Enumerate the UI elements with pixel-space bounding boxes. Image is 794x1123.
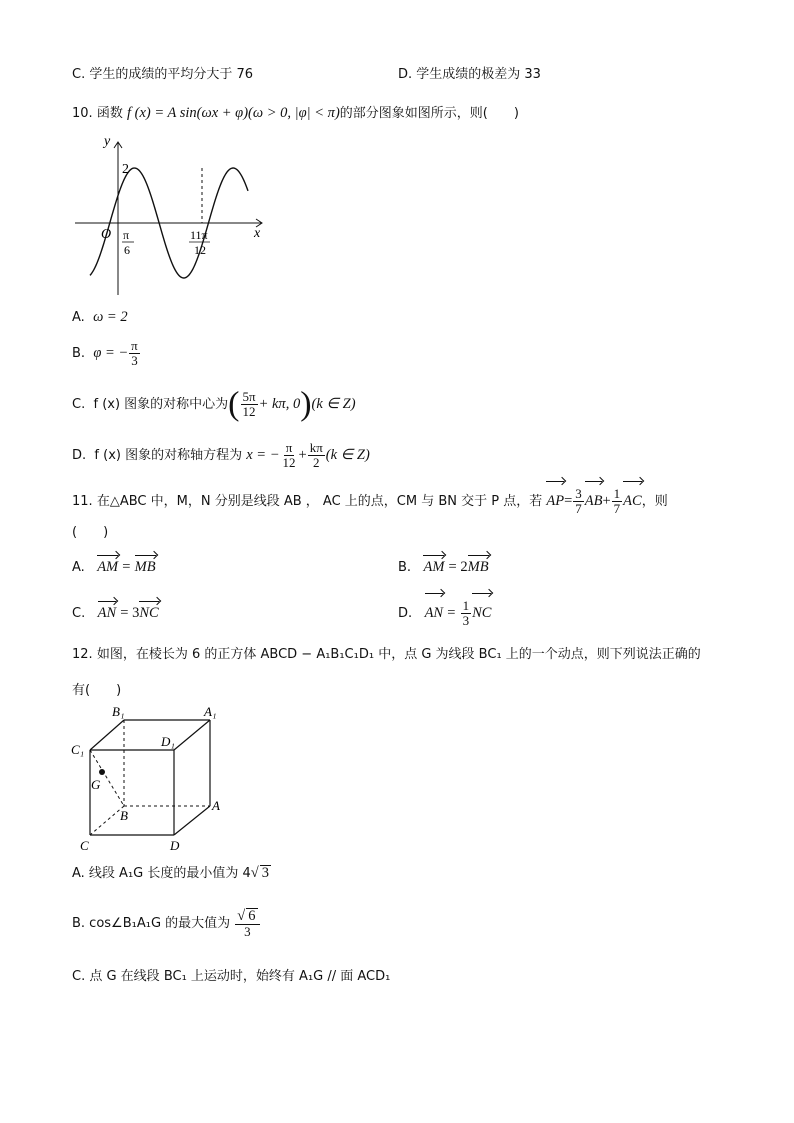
label-d1: D₁ [161,734,175,749]
label-b: B [120,808,128,823]
q10-sine-graph [70,130,270,300]
q12-option-a-text: A. 线段 A₁G 长度的最小值为 4 [72,866,251,881]
vector-mb: MB [134,559,156,575]
vector-nc: NC [472,596,491,630]
option-d-label: D. [398,606,413,621]
option-c-label: C. [72,397,86,412]
max-value-label: 2 [122,162,129,177]
q11-option-c [72,604,159,623]
q11-paren: ( ) [72,525,109,540]
q11-stem [72,484,668,519]
q12-cube-figure [70,702,240,854]
q10-option-a [72,308,128,327]
label-a1: A₁ [204,704,217,719]
q11-stem-end: ，则 [641,494,668,509]
q12-stem-line2: 有( ) [72,683,122,698]
coef: = 2 [448,559,468,575]
option-d-x: x = − [246,447,280,463]
label-g: G [91,777,101,792]
q10-stem [72,104,519,123]
vector-an: AN [425,596,444,630]
option-c-condition: (k ∈ Z) [311,396,356,412]
label-c1: C₁ [71,742,85,757]
coef-1-7: $\frac{1}{7}$ [613,486,621,516]
coef-1-3: $\frac{1}{3}$ [462,598,470,628]
y-axis-label: y [104,134,111,149]
q12-stem-text: 如图，在棱长为 6 的正方体 ABCD − A₁B₁C₁D₁ 中，点 G 为线段 BC₁ 上的一个动点，则下列说法正确的 [96,647,701,662]
label-c: C [80,838,89,853]
vector-nc: NC [139,605,159,621]
vector-ab: AB [585,484,603,518]
option-d-condition: (k ∈ Z) [325,447,370,463]
left-paren: ( [228,385,240,423]
q12-option-b-text: B. cos∠B₁A₁G 的最大值为 [72,916,231,931]
label-b1: B₁ [112,704,125,719]
option-c-tail: + kπ, 0 [258,396,301,412]
q11-option-a: A. AM = MB [72,559,156,575]
option-b-label: B. [398,560,412,575]
option-d-fraction1: $\frac{\pi}{12}$ [282,440,296,470]
coef-3-7: $\frac{3}{7}$ [575,486,582,516]
sqrt-radicand: 3 [261,865,269,881]
q12-option-a: A. 线段 A₁G 长度的最小值为 4√ 3 [72,865,269,881]
tick2-denominator: 12 [194,243,206,257]
tick1-numerator: π [123,228,130,242]
option-c-text: f (x) 图象的对称中心为 [93,397,229,412]
q10-number: 10. [72,106,93,121]
option-d-text: f (x) 图象的对称轴方程为 [94,448,243,463]
tick2-numerator: 11π [190,228,208,242]
q10-option-d: D. f (x) 图象的对称轴方程为 x = − $\frac{\pi}{12}$ + $\frac{k\pi}{2}$ (k ∈ Z) [72,440,370,470]
vector-am: AM [97,559,119,575]
right-paren: ) [300,385,312,423]
q12-option-c: C. 点 G 在线段 BC₁ 上运动时，始终有 A₁G // 面 ACD₁ [72,969,391,984]
q9-option-d: D. 学生成绩的极差为 33 [398,67,541,82]
coef: = 3 [120,605,140,621]
q10-stem-post: 的部分图象如图所示，则( ) [339,106,519,121]
option-a-label: A. [72,310,85,325]
vector-ap: AP [546,484,564,518]
q11-number: 11. [72,494,93,509]
q9-option-c: C. 学生的成绩的平均分大于 76 [72,67,254,82]
equals: = [564,493,573,509]
option-d-label: D. [72,448,87,463]
q12-option-b [72,906,261,942]
q11-stem-text: 在△ABC 中，M，N 分别是线段 AB ， AC 上的点，CM 与 BN 交于 P 点，若 [96,494,543,509]
q11-option-b [398,558,489,577]
q12-number: 12. [72,647,93,662]
q10-option-b [72,336,141,371]
x-axis-label: x [254,226,261,241]
vector-am: AM [423,559,445,575]
q12-option-b-fraction: $\frac{√ 6}{3}$ [235,908,259,939]
option-d-fraction2: $\frac{k\pi}{2}$ [309,440,323,470]
label-d: D [170,838,180,853]
label-a: A [212,798,220,813]
option-b-label: B. [72,346,86,361]
tick1-denominator: 6 [124,243,130,257]
q10-condition: (ω > 0, |φ| < π) [248,105,340,121]
q12-stem-line1 [72,646,701,664]
q10-function: f (x) = A sin(ωx + φ) [126,105,249,121]
q10-stem-pre: 函数 [96,106,123,121]
vector-an: AN [97,605,117,621]
option-c-label: C. [72,606,86,621]
option-c-fraction: $\frac{5\pi}{12}$ [242,389,256,419]
q10-option-c [72,386,356,423]
q11-option-d: D. AN = $\frac{1}{3}$ NC [398,598,492,628]
option-b-fraction: $\frac{\pi}{3}$ [131,338,138,368]
option-a-label: A. [72,560,85,575]
vector-mb: MB [467,559,489,575]
vector-ac: AC [623,484,642,518]
point-g [99,769,105,775]
plus: + [602,493,611,509]
option-a-expr: ω = 2 [93,309,128,325]
origin-label: O [101,227,112,242]
option-b-lhs: φ = − [93,345,129,361]
